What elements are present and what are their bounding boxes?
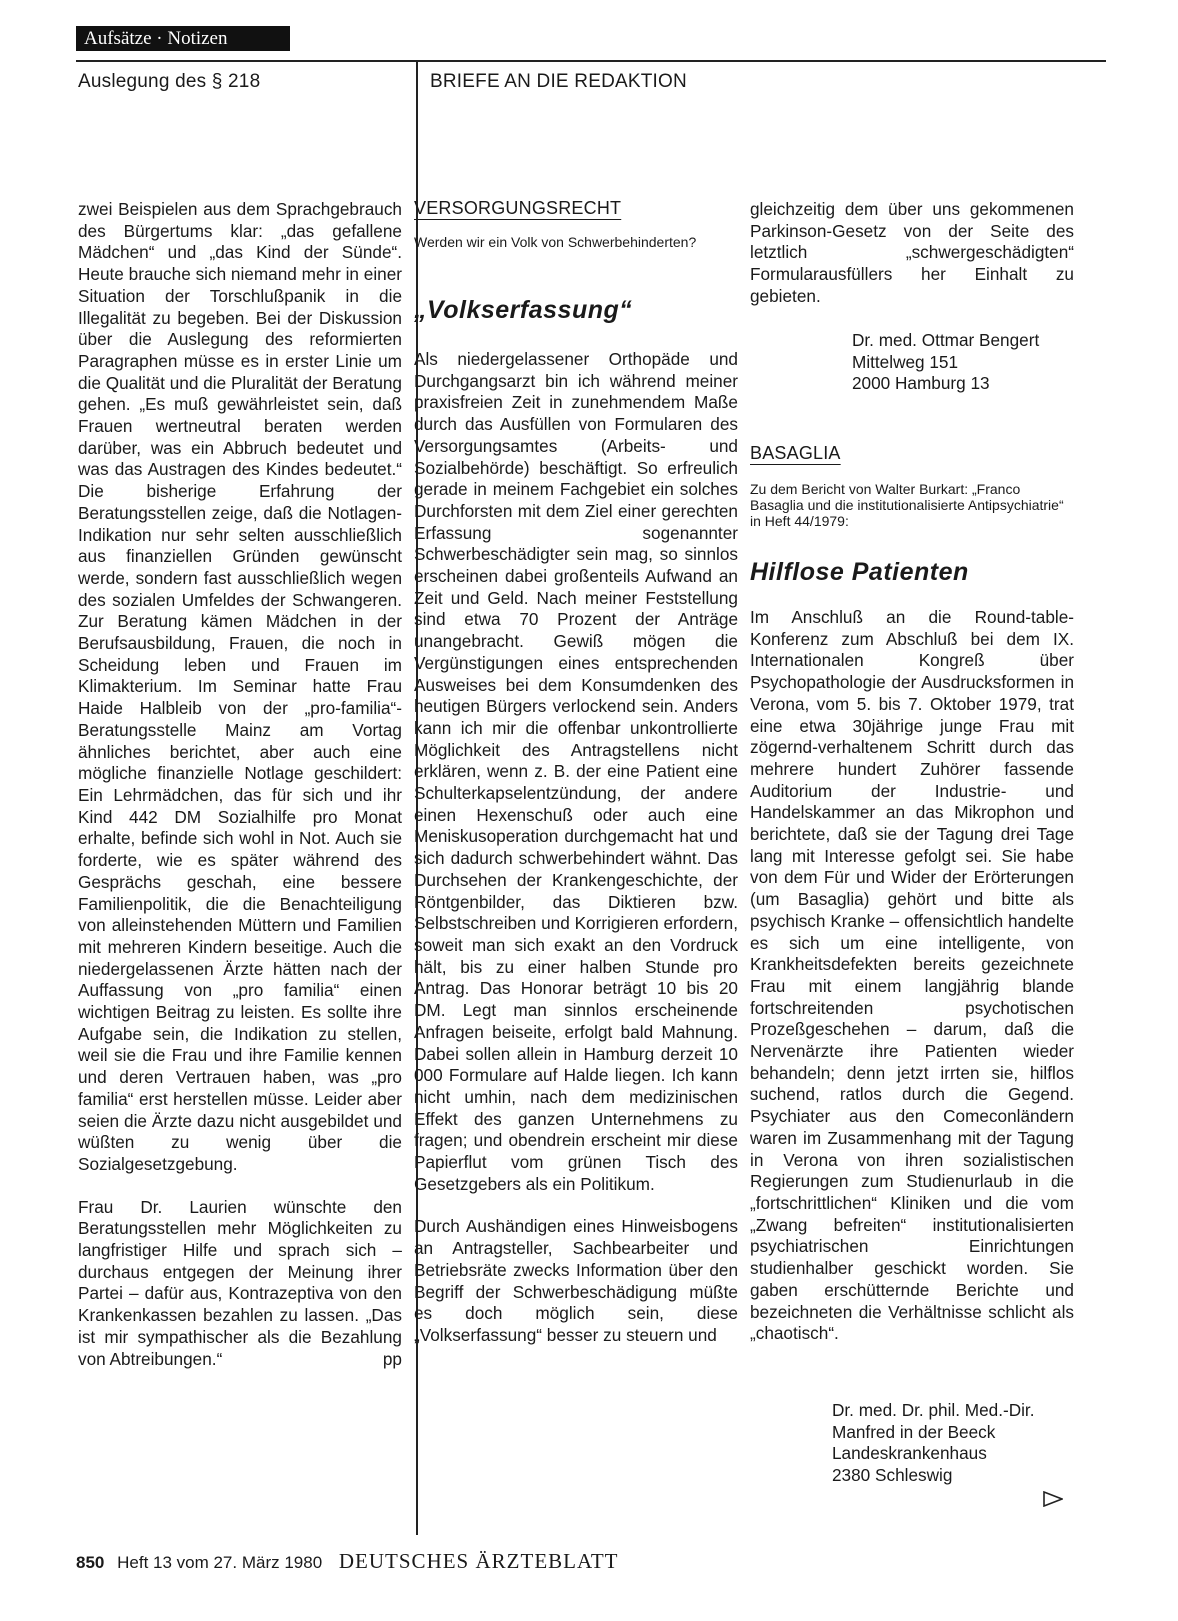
- column-3-top: [750, 199, 1074, 308]
- section-heading-basaglia: BASAGLIA: [750, 443, 841, 463]
- issue-info: Heft 13 vom 27. März 1980: [117, 1553, 323, 1572]
- column-3-body: [750, 607, 1074, 1345]
- letter-intro-2: Zu dem Bericht von Walter Burkart: „Franco Basaglia und die institutionalisierte Antipsychiatrie“ in Heft 44/1979:: [750, 481, 1064, 529]
- journal-name: DEUTSCHES ÄRZTEBLATT: [338, 1549, 619, 1573]
- section-tag: Aufsätze · Notizen: [76, 26, 290, 51]
- col2-paragraph-1: Als niedergelassener Orthopäde und Durchgangsarzt bin ich während meiner praxisfreien Zeit in zunehmendem Maße durch das Ausfüllen von Formularen des Versorgungsamtes (Arbeits- und Sozialbehörde) beschäftigt. So erfreulich gerade in meinem Fachgebiet ein solches Durchforsten mit dem Ziel einer gerechten Erfassung sogenannter Schwerbeschädigter sein mag, so sinnlos erscheinen dabei großenteils Aufwand an Zeit und Geld. Nach meiner Feststellung sind etwa 70 Prozent der Anträge unangebracht. Gewiß mögen die Vergünstigungen eines entsprechenden Ausweises bei dem Konsumdenken des heutigen Bürgers verlockend sein. Anders kann ich mir die offenbar unkontrollierte Möglichkeit des Antragstellens nicht erklären, wenn z. B. der eine Patient eine Schulterkapselentzündung, der andere einen Hexenschuß oder auch eine Meniskusoperation durchgemacht hat und sich dadurch schwerbehindert wähnt. Das Durchsehen der Krankengeschichte, der Röntgenbilder, das Diktieren bzw. Selbstschreiben und Korrigieren erfordern, soweit man sich exakt an den Vordruck hält, bis zu einer halben Stunde pro Antrag. Das Honorar beträgt 10 bis 20 DM. Legt man sinnlos erscheinende Anfragen beiseite, erfolgt bald Mahnung. Dabei sollen allein in Hamburg derzeit 10 000 Formulare auf Halde liegen. Ich kann nicht umhin, nach dem medizinischen Effekt des ganzen Unternehmens zu fragen; und obendrein erscheint mir diese Papierflut vom grünen Tisch des Gesetzgebers als ein Politikum.: [414, 349, 738, 1194]
- signature-beeck: [832, 1400, 1034, 1487]
- column-1: [78, 199, 402, 1370]
- signature-line: 2380 Schleswig: [832, 1465, 953, 1486]
- header-rule: [76, 60, 1106, 62]
- col3-paragraph-2: Im Anschluß an die Round-table-Konferenz zum Abschluß bei dem IX. Internationalen Kongreß über Psychopathologie der Ausdrucksformen in Verona, vom 5. bis 7. Oktober 1979, trat eine etwa 30jährige junge Frau mit zögernd-verhaltenem Schritt durch das mehrere hundert Zuhörer fassende Auditorium der Industrie- und Handelskammer an das Mikrophon und berichtete, daß sie der Tagung drei Tage lang mit Interesse gefolgt sei. Sie habe von dem Für und Wider der Erörterungen (um Basaglia) gehört und bitte als psychisch Kranke – offensichtlich handelte es sich um eine intelligente, von Krankheitsdefekten bereits gezeichnete Frau mit einem langjährig blande fortschreitenden psychotischen Prozeßgeschehen – darum, daß die Nervenärzte ihre Patienten wieder behandeln; denn jetzt irrten sie, hilflos suchend, ratlos durch die Gegend. Psychiater aus den Comeconländern waren im Zusammenhang mit der Tagung in Verona von ihren sozialistischen Regierungen zum Studienurlaub in die „fortschrittlichen“ Kliniken und die vom „Zwang befreiten“ institutionalisierten psychiatrischen Einrichtungen studienhalber geschickt worden. Sie gaben erschütternde Berichte und bezeichneten die Verhältnisse schlicht als „chaotisch“.: [750, 607, 1074, 1344]
- col1-paragraph-2-text: Frau Dr. Laurien wünschte den Beratungsstellen mehr Möglichkeiten zu langfristiger Hilfe und sprach sich – durchaus entgegen der Meinung ihrer Partei – dafür aus, Kontrazeptiva von den Krankenkassen bezahlen zu lassen. „Das ist mir sympathischer als die Bezahlung von Abtreibungen.“: [78, 1196, 402, 1369]
- page-footer: [76, 1549, 618, 1574]
- column-2: [414, 349, 738, 1347]
- right-rubric: BRIEFE AN DIE REDAKTION: [430, 71, 687, 92]
- signature-line: Landeskrankenhaus: [832, 1443, 987, 1464]
- signature-line: 2000 Hamburg 13: [852, 373, 990, 394]
- col2-paragraph-2: Durch Aushändigen eines Hinweisbogens an Antragsteller, Sachbearbeiter und Betriebsräte zwecks Information über den Begriff der Schwerbeschädigung müßte es doch möglich sein, diese „Volkserfassung“ besser zu steuern und: [414, 1216, 738, 1345]
- signature-bengert: [852, 330, 1039, 395]
- continue-arrow-icon: [1043, 1491, 1063, 1512]
- col1-paragraph-2: [78, 1197, 402, 1371]
- signature-line: Dr. med. Dr. phil. Med.-Dir.: [832, 1400, 1035, 1420]
- letter-intro-1: Werden wir ein Volk von Schwerbehinderten?: [414, 234, 697, 250]
- left-rubric: Auslegung des § 218: [78, 71, 261, 92]
- author-initials: pp: [382, 1348, 402, 1369]
- col1-paragraph-1: zwei Beispielen aus dem Sprachgebrauch des Bürgertums klar: „das gefallene Mädchen“ und „das Kind der Sünde“. Heute brauche sich niemand mehr in einer Situation der Torschlußpanik in die Illegalität zu begeben. Bei der Diskussion über die Auslegung des reformierten Paragraphen müsse es in erster Linie um die Qualität und die Pluralität der Beratung gehen. „Es muß gewährleistet sein, daß Frauen wertneutral beraten werden darüber, was ein Abbruch bedeutet und was das Austragen des Kindes bedeutet.“ Die bisherige Erfahrung der Beratungsstellen zeige, daß die Notlagen-Indikation nur sehr selten ausschließlich aus finanziellen Gründen gewünscht werde, sondern fast ausschließlich wegen des sozialen Umfeldes der Schwangeren. Zur Beratung kämen Mädchen in der Berufsausbildung, Frauen, die noch in Scheidung leben und Frauen im Klimakterium. Im Seminar hatte Frau Haide Halbleib von der „pro-familia“-Beratungsstelle Mainz am Vortag ähnliches berichtet, aber auch eine mögliche finanzielle Notlage geschildert: Ein Lehrmädchen, das für sich und ihr Kind 442 DM Sozialhilfe pro Monat erhalte, befinde sich wohl in Not. Auch sie forderte, wie es später während des Gesprächs geschah, eine bessere Familienpolitik, die die Benachteiligung von alleinstehenden Müttern und Familien mit mehreren Kindern beseitige. Auch die niedergelassenen Ärzte hätten nach der Auffassung von „pro familia“ einen wichtigen Beitrag zu leisten. Es sollte ihre Aufgabe sein, die Indikation zu stellen, weil sie die Frau und ihre Familie kennen und deren Vertrauen haben, was „pro familia“ erst herstellen müsse. Leider aber seien die Ärzte dazu nicht ausgebildet und wüßten zu wenig über die Sozialgesetzgebung.: [78, 199, 402, 1174]
- signature-line: Manfred in der Beeck: [832, 1421, 996, 1442]
- col3-paragraph-1: gleichzeitig dem über uns gekommenen Parkinson-Gesetz von der Seite des letztlich „schwergeschädigten“ Formularausfüllers her Einhalt zu gebieten.: [750, 199, 1074, 306]
- headline-hilflose-patienten: Hilflose Patienten: [750, 558, 969, 586]
- signature-line: Dr. med. Ottmar Bengert: [852, 330, 1040, 350]
- headline-volkserfassung: „Volkserfassung“: [414, 296, 633, 324]
- signature-line: Mittelweg 151: [852, 351, 959, 372]
- page-number: 850: [76, 1553, 105, 1572]
- section-heading-versorgungsrecht: VERSORGUNGSRECHT: [414, 198, 622, 218]
